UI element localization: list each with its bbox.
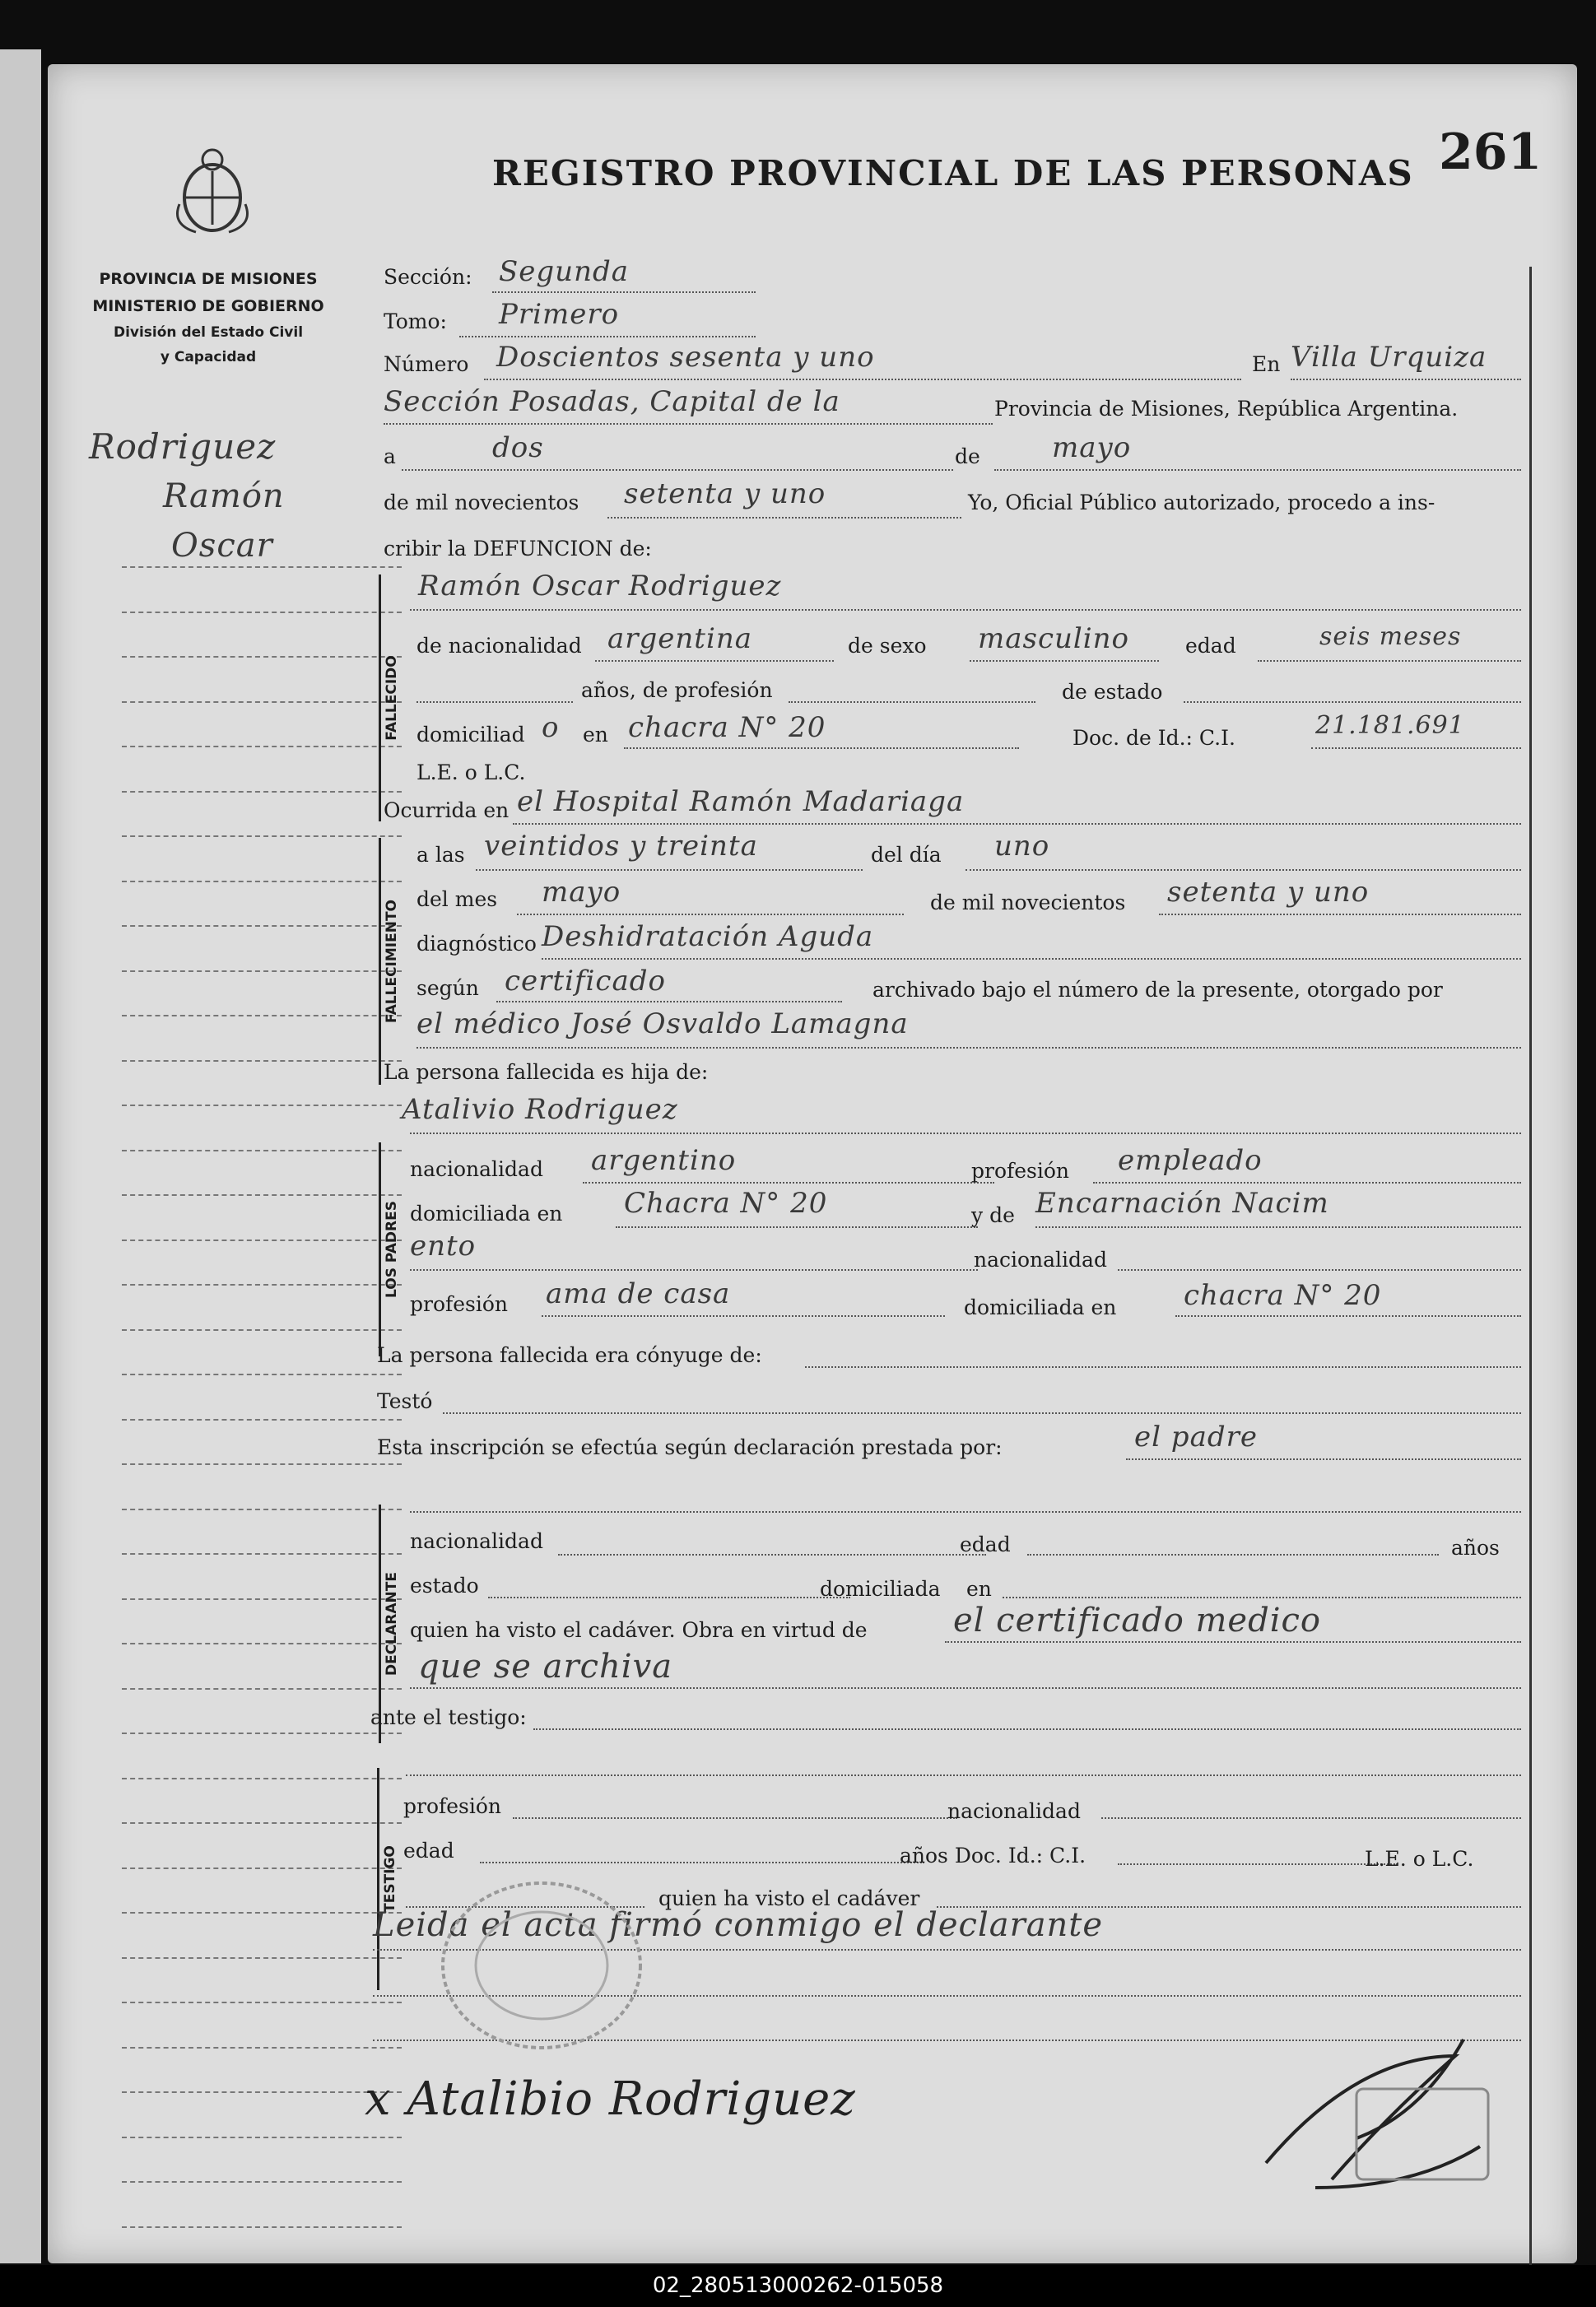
value-diagnostico: Deshidratación Aguda bbox=[542, 920, 874, 953]
value-seccion: Segunda bbox=[499, 255, 630, 288]
line bbox=[416, 701, 573, 703]
line bbox=[1093, 1182, 1521, 1184]
coat-of-arms-icon bbox=[171, 147, 254, 237]
line bbox=[406, 1774, 1521, 1776]
tab-declarante: DECLARANTE bbox=[379, 1505, 402, 1743]
line bbox=[513, 1817, 957, 1819]
label-nacionalidad-madre: nacionalidad bbox=[974, 1248, 1107, 1272]
margin-rule bbox=[122, 1822, 402, 1824]
margin-note-surname: Rodriguez bbox=[89, 426, 277, 467]
value-ocurrida: el Hospital Ramón Madariaga bbox=[517, 785, 965, 818]
line bbox=[480, 1862, 924, 1863]
margin-rule bbox=[122, 2047, 402, 2049]
value-tomo: Primero bbox=[499, 298, 620, 331]
label-decl-domiciliada: domiciliada bbox=[820, 1577, 941, 1601]
margin-note-name: Ramón bbox=[163, 477, 285, 515]
margin-rule bbox=[122, 1060, 402, 1062]
label-domiciliada-padre: domiciliada en bbox=[410, 1202, 563, 1226]
margin-rule bbox=[122, 2226, 402, 2228]
label-tomo: Tomo: bbox=[384, 309, 447, 333]
line bbox=[542, 1315, 945, 1317]
margin-rule bbox=[122, 701, 402, 703]
line bbox=[1118, 1269, 1521, 1271]
margin-rule bbox=[122, 1194, 402, 1196]
label-profesion-padre: profesión bbox=[971, 1159, 1070, 1183]
label-le-lc: L.E. o L.C. bbox=[416, 760, 526, 784]
header-capacity: y Capacidad bbox=[160, 349, 257, 365]
label-nacionalidad-padre: nacionalidad bbox=[410, 1157, 543, 1181]
value-domiciliad-suffix: o bbox=[542, 711, 560, 744]
margin-rule bbox=[122, 656, 402, 658]
label-de: de bbox=[955, 444, 980, 468]
margin-rule bbox=[122, 2137, 402, 2138]
margin-rule bbox=[122, 2181, 402, 2183]
line bbox=[410, 1687, 1521, 1689]
label-de-estado: de estado bbox=[1062, 680, 1163, 704]
margin-rule bbox=[122, 1015, 402, 1016]
header-province: PROVINCIA DE MISIONES bbox=[99, 270, 318, 288]
tab-fallecido: FALLECIDO bbox=[379, 574, 402, 821]
value-mes: mayo bbox=[1052, 431, 1132, 464]
label-decl-en: en bbox=[966, 1577, 992, 1601]
declarant-signature: x Atalibio Rodriguez bbox=[365, 2072, 856, 2126]
label-del-dia: del día bbox=[871, 843, 942, 867]
official-stamp bbox=[435, 1875, 649, 2056]
value-numero: Doscientos sesenta y uno bbox=[496, 341, 875, 374]
line bbox=[476, 869, 863, 871]
margin-rule bbox=[122, 746, 402, 747]
value-obra-en-virtud: el certificado medico bbox=[953, 1602, 1321, 1640]
value-sexo: masculino bbox=[978, 622, 1130, 655]
value-declarante: el padre bbox=[1134, 1421, 1258, 1454]
line bbox=[583, 1182, 994, 1184]
value-nombre: Ramón Oscar Rodriguez bbox=[418, 570, 782, 602]
margin-rule bbox=[122, 881, 402, 882]
label-sexo: de sexo bbox=[848, 634, 927, 658]
margin-rule bbox=[122, 1643, 402, 1644]
margin-rule bbox=[122, 566, 402, 568]
label-yo: Yo, Oficial Público autorizado, procedo a ins- bbox=[968, 491, 1435, 514]
line bbox=[410, 609, 1521, 611]
line bbox=[542, 958, 1521, 960]
margin-rule bbox=[122, 612, 402, 613]
value-hora: veintidos y treinta bbox=[484, 830, 758, 863]
tab-fallecimiento: FALLECIMIENTO bbox=[379, 838, 402, 1085]
margin-rule bbox=[122, 1553, 402, 1555]
value-anio2: setenta y uno bbox=[1167, 876, 1370, 909]
value-anio: setenta y uno bbox=[624, 477, 826, 510]
line bbox=[513, 823, 1521, 825]
margin-rule bbox=[122, 1374, 402, 1375]
line bbox=[1175, 1315, 1521, 1317]
line bbox=[459, 336, 756, 337]
value-cierre: Leida el acta firmó conmigo el declarante bbox=[373, 1906, 1104, 1944]
header-division: División del Estado Civil bbox=[113, 324, 304, 341]
label-en2: en bbox=[583, 723, 608, 747]
label-archivado: archivado bajo el número de la presente, otorgado por bbox=[872, 978, 1443, 1002]
line bbox=[1118, 1863, 1398, 1865]
margin-rule bbox=[122, 1463, 402, 1465]
header-ministry: MINISTERIO DE GOBIERNO bbox=[92, 297, 324, 315]
label-de-mil2: de mil novecientos bbox=[930, 891, 1126, 914]
label-de-mil: de mil novecientos bbox=[384, 491, 579, 514]
image-filename-footer: 02_280513000262-015058 bbox=[0, 2265, 1596, 2307]
line bbox=[496, 1001, 842, 1002]
label-decl-estado: estado bbox=[410, 1574, 479, 1598]
label-segun: según bbox=[416, 976, 479, 1000]
line bbox=[384, 423, 993, 425]
value-madre-cont: ento bbox=[410, 1230, 477, 1263]
label-provincia: Provincia de Misiones, República Argentina. bbox=[994, 397, 1459, 421]
value-nacionalidad: argentina bbox=[607, 622, 753, 655]
margin-rule bbox=[122, 1509, 402, 1510]
value-madre-profesion: ama de casa bbox=[546, 1277, 731, 1310]
line bbox=[1311, 747, 1521, 749]
line bbox=[994, 469, 1521, 471]
value-en-cont: Sección Posadas, Capital de la bbox=[384, 385, 840, 418]
value-otorgado-por: el médico José Osvaldo Lamagna bbox=[416, 1007, 909, 1040]
value-madre: Encarnación Nacim bbox=[1035, 1187, 1329, 1220]
value-segun: certificado bbox=[505, 965, 666, 998]
line bbox=[410, 1133, 1521, 1134]
margin-rule bbox=[122, 1284, 402, 1286]
label-decl-visto: quien ha visto el cadáver. Obra en virtud de bbox=[410, 1618, 868, 1642]
label-t-visto: quien ha visto el cadáver bbox=[658, 1886, 920, 1910]
margin-rule bbox=[122, 1688, 402, 1690]
line bbox=[970, 660, 1159, 662]
value-obra-cont: que se archiva bbox=[418, 1648, 673, 1686]
label-edad: edad bbox=[1185, 634, 1236, 658]
line bbox=[1258, 660, 1521, 662]
margin-rule bbox=[122, 925, 402, 927]
line bbox=[517, 914, 904, 915]
form-right-border bbox=[1529, 267, 1532, 2291]
label-diagnostico: diagnóstico bbox=[416, 932, 537, 956]
line bbox=[416, 1047, 1521, 1049]
margin-rule bbox=[122, 1867, 402, 1869]
label-declaracion: Esta inscripción se efectúa según declaración prestada por: bbox=[377, 1435, 1003, 1459]
value-dia: dos bbox=[492, 431, 544, 464]
value-padre-profesion: empleado bbox=[1118, 1144, 1263, 1177]
margin-rule bbox=[122, 2091, 402, 2093]
label-doc-id: Doc. de Id.: C.I. bbox=[1073, 726, 1235, 750]
margin-rule bbox=[122, 1957, 402, 1959]
line bbox=[488, 1597, 850, 1598]
label-y-de: y de bbox=[971, 1203, 1015, 1227]
line bbox=[402, 469, 953, 471]
value-edad: seis meses bbox=[1319, 622, 1462, 651]
label-en: En bbox=[1252, 352, 1281, 376]
line bbox=[1027, 1554, 1439, 1556]
label-t-nacionalidad: nacionalidad bbox=[947, 1799, 1081, 1823]
official-signature bbox=[1233, 2023, 1513, 2204]
register-page bbox=[48, 64, 1577, 2263]
margin-rule bbox=[122, 970, 402, 972]
value-del-mes: mayo bbox=[542, 876, 621, 909]
margin-rule bbox=[122, 1598, 402, 1600]
line bbox=[410, 1511, 1521, 1513]
margin-rule bbox=[122, 835, 402, 837]
line bbox=[966, 869, 1521, 871]
label-t-profesion: profesión bbox=[403, 1794, 502, 1818]
value-domicilio: chacra N° 20 bbox=[628, 711, 826, 744]
line bbox=[1126, 1458, 1521, 1460]
line bbox=[533, 1728, 1521, 1730]
label-seccion: Sección: bbox=[384, 265, 472, 289]
line bbox=[1291, 379, 1521, 380]
label-a: a bbox=[384, 444, 396, 468]
margin-rule bbox=[122, 1419, 402, 1421]
margin-rule bbox=[122, 1150, 402, 1151]
label-domiciliad: domiciliad bbox=[416, 723, 525, 747]
label-ocurrida: Ocurrida en bbox=[384, 798, 510, 822]
label-anos-profesion: años, de profesión bbox=[581, 678, 773, 702]
label-t-le-lc: L.E. o L.C. bbox=[1365, 1847, 1474, 1871]
label-decl-edad: edad bbox=[960, 1533, 1011, 1556]
label-inscribir: cribir la DEFUNCION de: bbox=[384, 537, 652, 560]
line bbox=[616, 1226, 978, 1228]
margin-rule bbox=[122, 1912, 402, 1914]
page-number: 261 bbox=[1439, 123, 1542, 181]
label-domiciliada-madre: domiciliada en bbox=[964, 1295, 1117, 1319]
line bbox=[607, 517, 961, 519]
tab-padres: LOS PADRES bbox=[379, 1142, 402, 1356]
margin-rule bbox=[122, 1329, 402, 1331]
value-padre: Atalivio Rodriguez bbox=[402, 1093, 678, 1126]
value-padre-domicilio: Chacra N° 20 bbox=[624, 1187, 828, 1220]
line bbox=[492, 291, 756, 293]
tab-testigo: TESTIGO bbox=[377, 1768, 401, 1990]
label-profesion-madre: profesión bbox=[410, 1292, 509, 1316]
label-ante-testigo: ante el testigo: bbox=[370, 1705, 527, 1729]
label-numero: Número bbox=[384, 352, 469, 376]
label-decl-nacionalidad: nacionalidad bbox=[410, 1529, 543, 1553]
line bbox=[624, 747, 1019, 749]
label-t-edad: edad bbox=[403, 1839, 454, 1863]
page-title: REGISTRO PROVINCIAL DE LAS PERSONAS bbox=[492, 153, 1414, 193]
line bbox=[805, 1366, 1521, 1368]
line bbox=[558, 1554, 986, 1556]
value-madre-domicilio: chacra N° 20 bbox=[1184, 1279, 1382, 1312]
value-ci: 21.181.691 bbox=[1315, 711, 1465, 740]
adjacent-page-edge bbox=[0, 49, 41, 2263]
label-nacionalidad: de nacionalidad bbox=[416, 634, 582, 658]
label-testo: Testó bbox=[377, 1389, 433, 1413]
label-conyuge: La persona fallecida era cónyuge de: bbox=[377, 1343, 762, 1367]
label-del-mes: del mes bbox=[416, 887, 498, 911]
line bbox=[1035, 1226, 1521, 1228]
line bbox=[789, 701, 1035, 703]
label-t-anos-doc: años Doc. Id.: C.I. bbox=[900, 1844, 1086, 1867]
line bbox=[595, 660, 834, 662]
line bbox=[410, 1269, 978, 1271]
margin-rule bbox=[122, 2002, 402, 2003]
margin-rule bbox=[122, 791, 402, 793]
margin-note-second-name: Oscar bbox=[171, 527, 273, 565]
line bbox=[945, 1641, 1521, 1643]
line bbox=[443, 1412, 1521, 1414]
line bbox=[1101, 1817, 1521, 1819]
line bbox=[1159, 914, 1521, 915]
value-padre-nacionalidad: argentino bbox=[591, 1144, 737, 1177]
margin-rule bbox=[122, 1733, 402, 1734]
label-hija: La persona fallecida es hija de: bbox=[384, 1060, 709, 1084]
margin-rule bbox=[122, 1105, 402, 1106]
value-del-dia: uno bbox=[994, 830, 1050, 863]
label-decl-anos: años bbox=[1451, 1536, 1500, 1560]
value-en: Villa Urquiza bbox=[1291, 341, 1487, 374]
label-a-las: a las bbox=[416, 843, 465, 867]
line bbox=[1184, 701, 1521, 703]
margin-rule bbox=[122, 1240, 402, 1241]
margin-rule bbox=[122, 1778, 402, 1779]
line bbox=[1003, 1597, 1521, 1598]
line bbox=[484, 379, 1241, 380]
